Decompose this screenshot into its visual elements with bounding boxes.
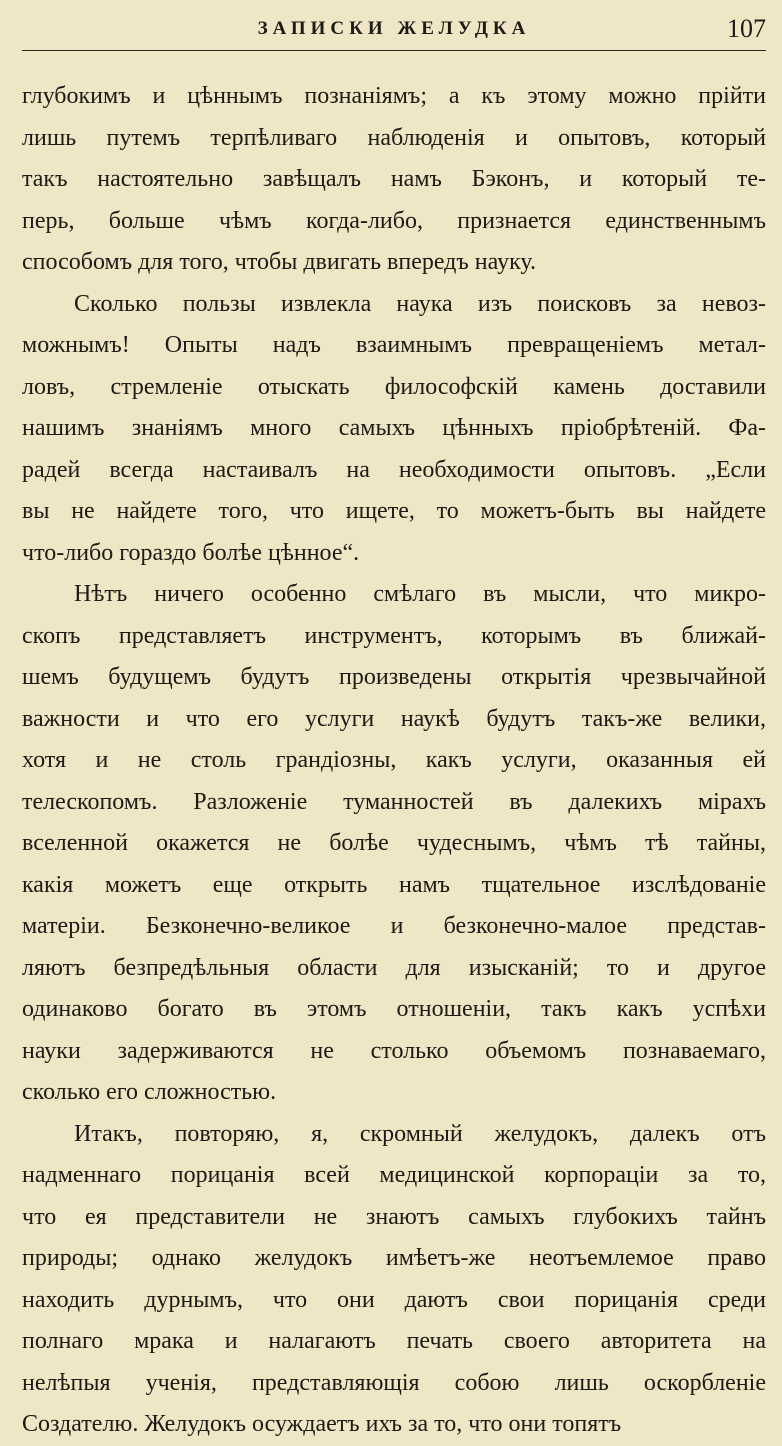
text-line: такъ настоятельно завѣщалъ намъ Бэконъ, и который те-	[22, 166, 766, 192]
text-line: науки задерживаются не столько объемомъ познаваемаго,	[22, 1037, 766, 1064]
body-text	[22, 76, 766, 1446]
text-line: Создателю. Желудокъ осуждаетъ ихъ за то, что они топятъ	[22, 1411, 622, 1437]
text-line: можнымъ! Опыты надъ взаимнымъ превращеніемъ метал-	[22, 332, 766, 358]
text-line: матеріи. Безконечно-великое и безконечно-малое представ-	[22, 913, 766, 939]
text-line: глубокимъ и цѣннымъ познаніямъ; а къ этому можно прійти	[22, 83, 766, 109]
paragraph	[22, 574, 766, 1114]
text-line: хотя и не столь грандіозны, какъ услуги, оказанныя ей	[22, 747, 766, 773]
header-rule	[22, 50, 766, 51]
text-line: вселенной окажется не болѣе чудеснымъ, чѣмъ тѣ тайны,	[22, 830, 766, 856]
text-line: что-либо гораздо болѣе цѣнное“.	[22, 539, 360, 566]
text-line: какія можетъ еще открыть намъ тщательное изслѣдованіе	[22, 871, 766, 898]
paragraph	[22, 76, 766, 284]
page-number: 107	[727, 14, 766, 43]
text-line: радей всегда настаивалъ на необходимости опытовъ. „Если	[22, 456, 766, 483]
text-line: ловъ, стремленіе отыскать философскій камень доставили	[22, 373, 766, 400]
text-line: важности и что его услуги наукѣ будутъ такъ-же велики,	[22, 705, 766, 732]
text-line: нелѣпыя ученія, представляющія собою лишь оскорбленіе	[22, 1369, 766, 1396]
page-header	[22, 14, 766, 48]
text-line: нашимъ знаніямъ много самыхъ цѣнныхъ пріобрѣтеній. Фа-	[22, 415, 766, 441]
text-line: надменнаго порицанія всей медицинской корпораціи за то,	[22, 1162, 766, 1188]
paragraph	[22, 1114, 766, 1446]
text-line: лишь путемъ терпѣливаго наблюденія и опытовъ, который	[22, 124, 766, 151]
text-line: вы не найдете того, что ищете, то можетъ-быть вы найдете	[22, 498, 766, 524]
running-title: ЗАПИСКИ ЖЕЛУДКА	[257, 18, 531, 39]
text-line: шемъ будущемъ будутъ произведены открытія чрезвычайной	[22, 664, 766, 690]
text-line: одинаково богато въ этомъ отношеніи, такъ какъ успѣхи	[22, 996, 766, 1022]
text-line: что ея представители не знаютъ самыхъ глубокихъ тайнъ	[22, 1203, 766, 1230]
text-line: Итакъ, повторяю, я, скромный желудокъ, далекъ отъ	[74, 1120, 766, 1147]
text-line: сколько его сложностью.	[22, 1079, 277, 1105]
text-line: полнаго мрака и налагаютъ печать своего авторитета на	[22, 1328, 766, 1354]
text-line: телескопомъ. Разложеніе туманностей въ далекихъ мірахъ	[22, 788, 766, 815]
text-line: скопъ представляетъ инструментъ, которымъ въ ближай-	[22, 622, 766, 649]
text-line: находить дурнымъ, что они даютъ свои порицанія среди	[22, 1286, 766, 1313]
text-line: природы; однако желудокъ имѣетъ-же неотъемлемое право	[22, 1245, 766, 1271]
text-line: ляютъ безпредѣльныя области для изысканій; то и другое	[22, 954, 766, 981]
text-line: Сколько пользы извлекла наука изъ поисковъ за невоз-	[74, 290, 766, 317]
text-line: перь, больше чѣмъ когда-либо, признается единственнымъ	[22, 207, 766, 234]
paragraph	[22, 284, 766, 575]
text-line: Нѣтъ ничего особенно смѣлаго въ мысли, что микро-	[74, 581, 766, 607]
text-line: способомъ для того, чтобы двигать впередъ науку.	[22, 249, 536, 275]
